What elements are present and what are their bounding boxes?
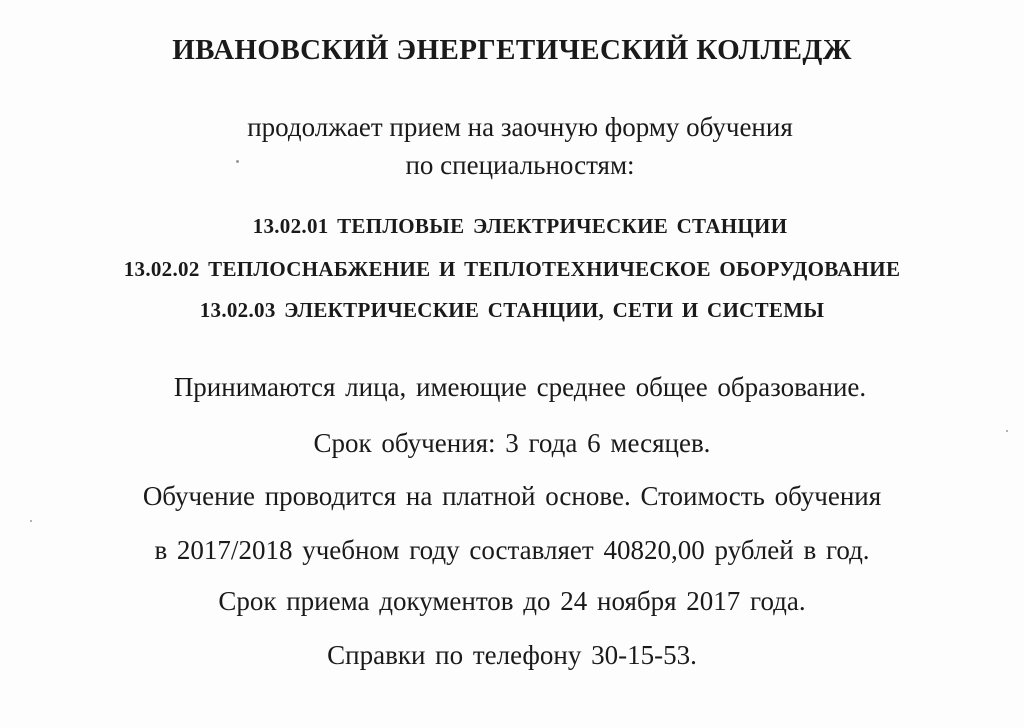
contact-phone: Справки по телефону 30-15-53. bbox=[327, 640, 697, 670]
tuition-basis: Обучение проводится на платной основе. Стоимость обучения bbox=[142, 481, 882, 511]
scan-speck bbox=[236, 160, 239, 163]
document-title: ИВАНОВСКИЙ ЭНЕРГЕТИЧЕСКИЙ КОЛЛЕДЖ bbox=[172, 34, 852, 66]
study-duration: Срок обучения: 3 года 6 месяцев. bbox=[313, 428, 711, 458]
tuition-cost: в 2017/2018 учебном году составляет 40820,00 рублей в год. bbox=[154, 535, 870, 565]
specialty-item: 13.02.02 ТЕПЛОСНАБЖЕНИЕ И ТЕПЛОТЕХНИЧЕСКОЕ ОБОРУДОВАНИЕ bbox=[123, 257, 901, 281]
intro-line-1: продолжает прием на заочную форму обучения bbox=[247, 112, 793, 142]
application-deadline: Срок приема документов до 24 ноября 2017 года. bbox=[218, 586, 806, 616]
specialty-item: 13.02.01 ТЕПЛОВЫЕ ЭЛЕКТРИЧЕСКИЕ СТАНЦИИ bbox=[252, 214, 788, 238]
admission-requirements: Принимаются лица, имеющие среднее общее образование. bbox=[173, 372, 867, 402]
specialty-item: 13.02.03 ЭЛЕКТРИЧЕСКИЕ СТАНЦИИ, СЕТИ И СИСТЕМЫ bbox=[199, 298, 825, 322]
scan-speck bbox=[1006, 430, 1008, 432]
intro-line-2: по специальностям: bbox=[405, 150, 635, 180]
scan-speck bbox=[30, 520, 32, 522]
